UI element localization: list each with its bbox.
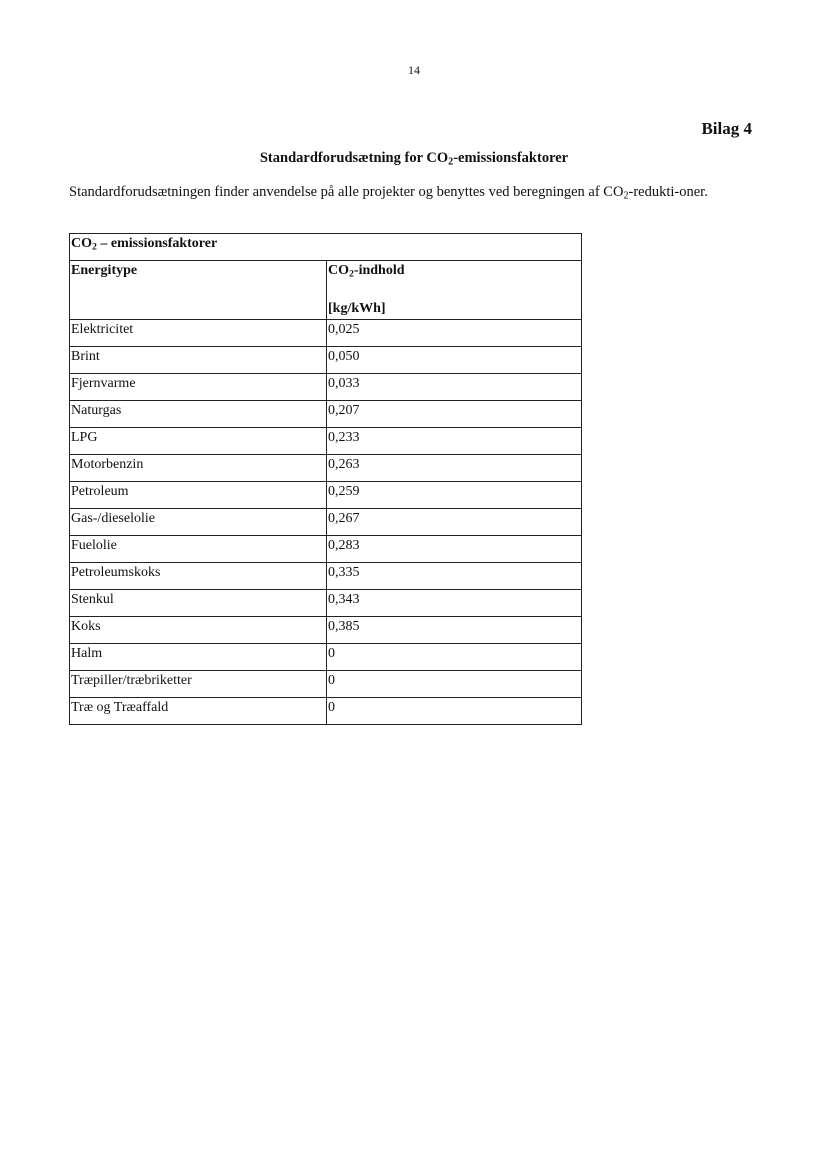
energy-type-cell: Fjernvarme <box>70 374 327 401</box>
intro-subscript: 2 <box>623 190 629 202</box>
intro-paragraph <box>69 181 759 203</box>
energy-type-cell: Træpiller/træbriketter <box>70 671 327 698</box>
co2-value-cell: 0 <box>327 698 582 725</box>
table-row <box>70 536 582 563</box>
table-row <box>70 374 582 401</box>
caption-subscript: 2 <box>92 241 97 253</box>
co2-value-cell: 0,283 <box>327 536 582 563</box>
energy-type-cell: LPG <box>70 428 327 455</box>
table-row <box>70 617 582 644</box>
table-row <box>70 347 582 374</box>
co2-value-cell: 0,267 <box>327 509 582 536</box>
energy-type-cell: Fuelolie <box>70 536 327 563</box>
energy-type-cell: Petroleumskoks <box>70 563 327 590</box>
header-content-suffix: -indhold <box>353 263 405 278</box>
table-header-row <box>70 261 582 320</box>
table-row <box>70 482 582 509</box>
intro-part2: -redukti-oner. <box>628 184 708 200</box>
energy-type-cell: Naturgas <box>70 401 327 428</box>
table-row <box>70 509 582 536</box>
appendix-label: Bilag 4 <box>701 119 752 138</box>
title-suffix: -emissionsfaktorer <box>453 150 569 166</box>
co2-value-cell: 0 <box>327 644 582 671</box>
table-row <box>70 671 582 698</box>
energy-type-cell: Koks <box>70 617 327 644</box>
caption-prefix: CO <box>71 236 92 251</box>
emission-factors-table <box>69 233 582 725</box>
table-row <box>70 644 582 671</box>
co2-value-cell: 0,233 <box>327 428 582 455</box>
co2-value-cell: 0,385 <box>327 617 582 644</box>
co2-value-cell: 0,263 <box>327 455 582 482</box>
header-content-prefix: CO <box>328 263 349 278</box>
table-caption <box>70 234 582 261</box>
caption-suffix: – emissionsfaktorer <box>96 236 218 251</box>
header-unit: [kg/kWh] <box>328 301 386 316</box>
energy-type-cell: Halm <box>70 644 327 671</box>
header-content-subscript: 2 <box>349 268 354 280</box>
co2-value-cell: 0 <box>327 671 582 698</box>
title-subscript: 2 <box>448 156 454 168</box>
energy-type-cell: Stenkul <box>70 590 327 617</box>
table-row <box>70 320 582 347</box>
energy-type-cell: Elektricitet <box>70 320 327 347</box>
co2-value-cell: 0,335 <box>327 563 582 590</box>
table-row <box>70 590 582 617</box>
co2-value-cell: 0,259 <box>327 482 582 509</box>
table-caption-row <box>70 234 582 261</box>
page-number: 14 <box>408 63 420 77</box>
table-row <box>70 563 582 590</box>
co2-value-cell: 0,050 <box>327 347 582 374</box>
energy-type-cell: Gas-/dieselolie <box>70 509 327 536</box>
energy-type-cell: Petroleum <box>70 482 327 509</box>
header-energy-type: Energitype <box>70 261 327 320</box>
title-prefix: Standardforudsætning for CO <box>259 150 449 166</box>
co2-value-cell: 0,033 <box>327 374 582 401</box>
co2-value-cell: 0,343 <box>327 590 582 617</box>
co2-value-cell: 0,025 <box>327 320 582 347</box>
intro-part1: Standardforudsætningen finder anvendelse på alle projekter og benyttes ved beregningen af CO <box>69 184 624 200</box>
table-row <box>70 401 582 428</box>
document-title <box>0 150 828 167</box>
header-co2-content <box>327 261 582 320</box>
energy-type-cell: Brint <box>70 347 327 374</box>
table-row <box>70 698 582 725</box>
table-row <box>70 455 582 482</box>
energy-type-cell: Træ og Træaffald <box>70 698 327 725</box>
energy-type-cell: Motorbenzin <box>70 455 327 482</box>
co2-value-cell: 0,207 <box>327 401 582 428</box>
table-row <box>70 428 582 455</box>
